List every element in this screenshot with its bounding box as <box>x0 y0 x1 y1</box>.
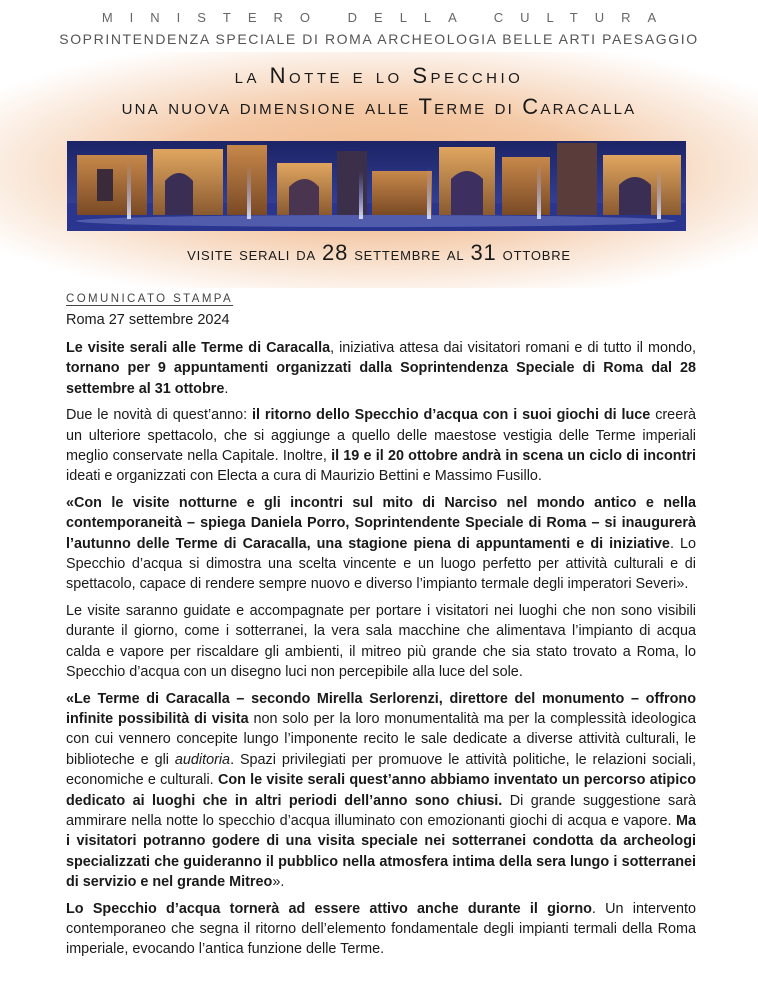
press-release-body <box>66 338 696 966</box>
p6-bold-1: Lo Specchio d’acqua tornerà ad essere attivo anche durante il giorno <box>66 900 592 917</box>
p2-text-2: creerà un ulteriore spettacolo, che si aggiunge a quello delle maestose vestigia delle Terme imperiali meglio conservate nella Capitale. Inoltre, <box>66 407 696 465</box>
subtitle-part-a: visite serali da <box>187 244 323 265</box>
p1-text-1: , iniziativa attesa dai visitatori romani e di tutto il mondo, <box>330 340 696 356</box>
subtitle-part-b: settembre al <box>348 244 471 265</box>
title-line-2: una nuova dimensione alle Terme di Caracalla <box>121 94 637 119</box>
p2-bold-1: il ritorno dello Specchio d’acqua con i suoi giochi di luce <box>252 407 651 424</box>
paragraph-2 <box>66 405 696 487</box>
paragraph-1 <box>66 338 696 399</box>
terme-night-photo <box>67 141 686 231</box>
p3-bold-1: «Con le visite notturne e gli incontri sul mito di Narciso nel mondo antico e nella contemporaneità – spiega Daniela Porro, Soprintendente Speciale di Roma – si inaugurerà l’autunno delle Terme di Caracalla, una stagione piena di appuntamenti e di iniziative <box>66 494 696 552</box>
press-release-label: COMUNICATO STAMPA <box>66 293 234 305</box>
p5-italic-1: auditoria <box>174 751 231 768</box>
p1-bold-2: tornano per 9 appuntamenti organizzati dalla Soprintendenza Speciale di Roma dal 28 settembre al 31 ottobre <box>66 360 696 397</box>
p1-text-2: . <box>224 380 229 397</box>
p6-text-1: . Un intervento contemporaneo che segna il ritorno dell’elemento fondamentale degli impianti termali della Roma imperiale, evocando l’antica funzione delle Terme. <box>66 900 696 958</box>
p1-bold-1: Le visite serali alle Terme di Caracalla <box>66 340 331 356</box>
p2-text-1: Due le novità di quest’anno: <box>66 407 253 424</box>
p2-bold-2: il 19 e il 20 ottobre andrà in scena un ciclo di incontri <box>331 448 696 465</box>
p5-bold-2: Con le visite serali quest’anno abbiamo inventato un percorso atipico dedicato ai luoghi che in altri periodi dell’anno sono chiusi. <box>66 772 696 809</box>
p5-text-2: . Spazi privilegiati per promuove le attività politiche, le relazioni sociali, economiche e culturali. <box>66 751 697 789</box>
visit-dates-heading <box>0 240 758 266</box>
paragraph-4 <box>66 601 696 683</box>
p2-text-3: ideati e organizzati con Electa a cura di Maurizio Bettini e Massimo Fusillo. <box>66 468 542 485</box>
p5-text-1: non solo per la loro monumentalità ma per la complessità ideologica con cui vennero concepite lungo l’imponente recito le sale dedicate a diverse attività culturali, le biblioteche e gli <box>66 710 696 768</box>
p5-text-3: Di grande suggestione sarà ammirare nella notte lo specchio d’acqua illuminato con emozionanti giochi di acqua e vapore. <box>66 792 697 829</box>
paragraph-6 <box>66 899 696 960</box>
subtitle-end-day: 31 <box>470 240 497 265</box>
p5-bold-3: Ma i visitatori potranno godere di una visita speciale nei sotterranei condotta da archeologi specializzati che guideranno il pubblico nella atmosfera intima della sera lungo i sotterranei di servizio e nel grande Mitreo <box>66 812 696 891</box>
press-release-date: Roma 27 settembre 2024 <box>66 312 230 328</box>
ministry-heading: MINISTERO DELLA CULTURA <box>101 10 674 25</box>
paragraph-3 <box>66 493 696 595</box>
title-line-1: la Notte e lo Specchio <box>234 63 524 88</box>
p5-bold-1: «Le Terme di Caracalla – secondo Mirella Serlorenzi, direttore del monumento – offrono infinite possibilità di visita <box>66 690 696 727</box>
terme-ruins-illustration <box>67 141 686 231</box>
subtitle-part-c: ottobre <box>496 244 571 265</box>
soprintendenza-heading: SOPRINTENDENZA SPECIALE DI ROMA ARCHEOLOGIA BELLE ARTI PAESAGGIO <box>59 31 699 47</box>
subtitle-start-day: 28 <box>322 240 349 265</box>
paragraph-5 <box>66 689 696 893</box>
p4-text-1: Le visite saranno guidate e accompagnate per portare i visitatori nei luoghi che non sono visibili durante il giorno, come i sotterranei, la vera sala macchine che alimentava l’impianto di acqua calda e vapore per riscaldare gli ambienti, il mitreo più grande che sia stato trovato a Roma, lo Specchio d’acqua con un disegno luci non percepibile alla luce del sole. <box>66 602 696 681</box>
p3-text-1: . Lo Specchio d’acqua si dimostra una scelta vincente e un luogo perfetto per attività culturali e di spettacolo, capace di rendere sempre nuovo e diverso l’impianto termale degli imperatori Severi». <box>66 535 696 593</box>
p5-text-4: ». <box>272 874 285 891</box>
